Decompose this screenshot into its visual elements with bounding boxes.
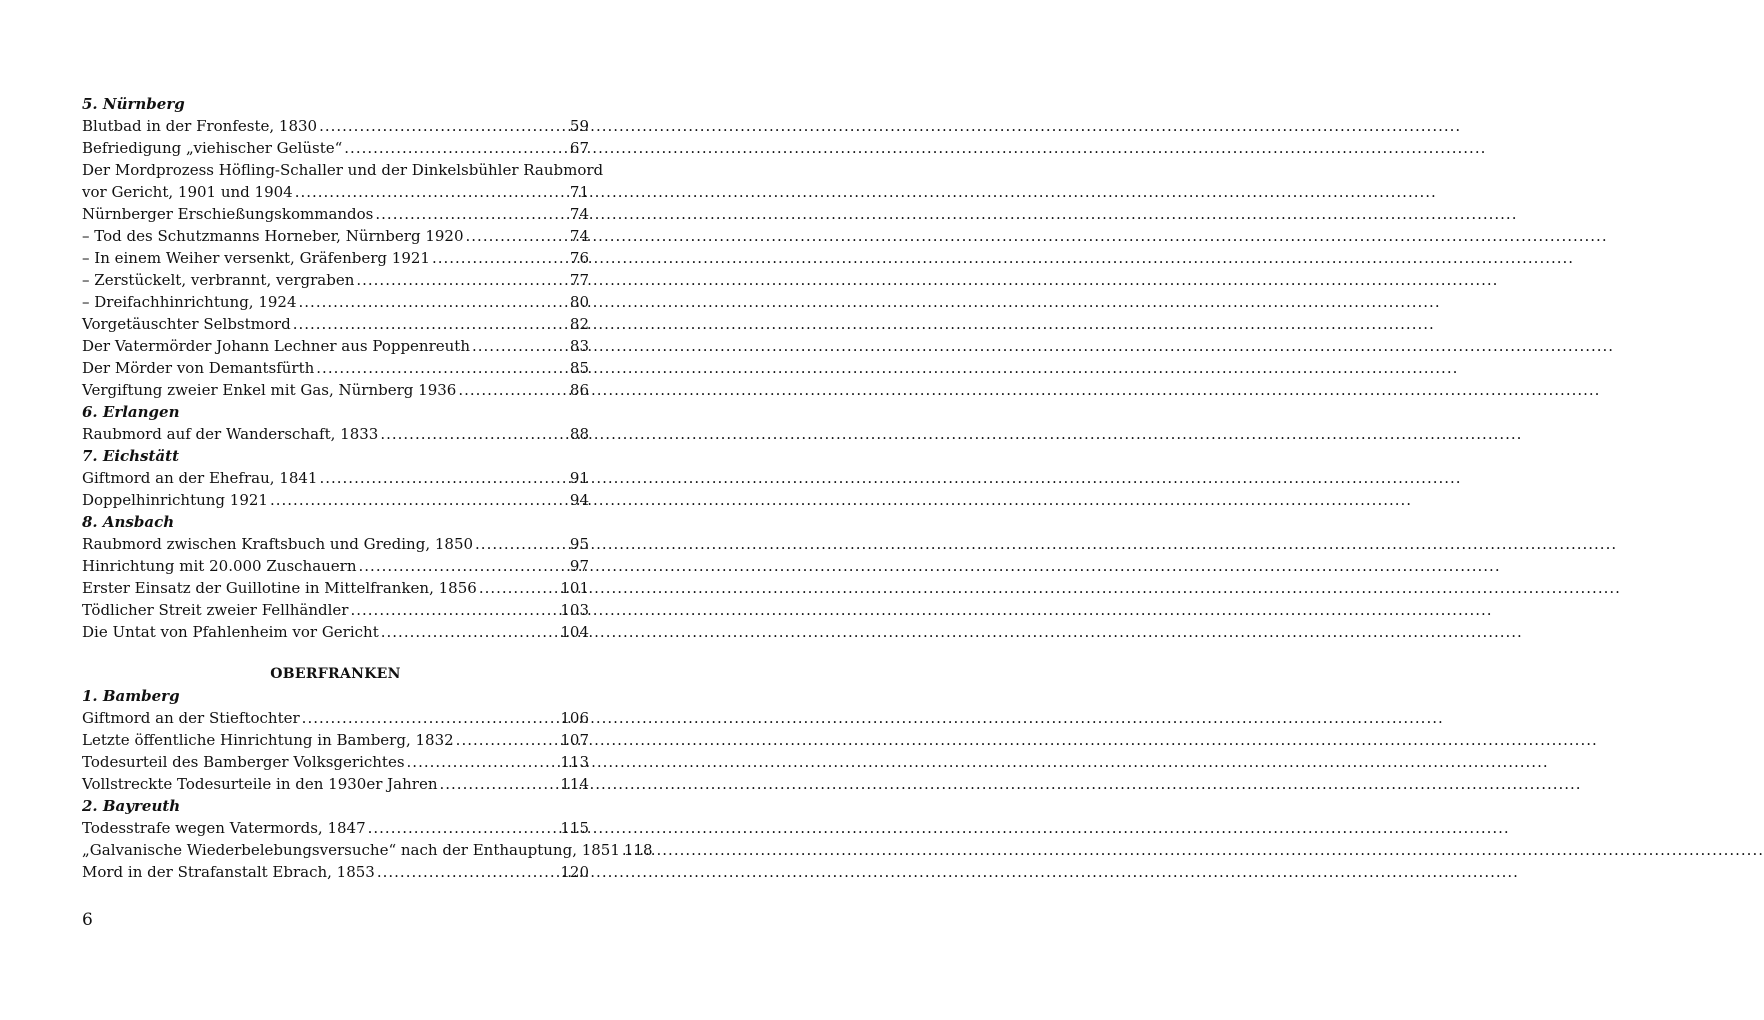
toc-entry xyxy=(82,599,589,621)
toc-entry xyxy=(82,773,589,795)
toc-entry-page: 113 xyxy=(560,753,589,771)
toc-entry-title: Mord in der Strafanstalt Ebrach, 1853 xyxy=(82,863,375,881)
toc-entry-page: 71 xyxy=(569,183,589,201)
toc-entry-title: Doppelhinrichtung 1921 xyxy=(82,491,268,509)
toc-entry xyxy=(82,489,589,511)
dot-leader xyxy=(464,225,570,247)
toc-entry xyxy=(82,533,589,555)
toc-entry xyxy=(82,203,589,225)
toc-entry-page: 104 xyxy=(560,623,589,641)
toc-entry-title: – Tod des Schutzmanns Horneber, Nürnberg 1920 xyxy=(82,227,464,245)
toc-entry xyxy=(82,423,589,445)
toc-entry-page: 74 xyxy=(569,205,589,223)
dot-leader xyxy=(454,729,561,751)
dot-leader xyxy=(317,115,570,137)
toc-entry xyxy=(82,817,589,839)
section-heading: 5. Nürnberg xyxy=(82,95,185,113)
page-number: 6 xyxy=(82,910,93,930)
section-heading: 1. Bamberg xyxy=(82,687,180,705)
toc-entry xyxy=(82,137,589,159)
toc-entry-page: 91 xyxy=(569,469,589,487)
table-of-contents xyxy=(82,93,653,883)
toc-entry-line: Der Mordprozess Höfling-Schaller und der Dinkelsbühler Raubmord xyxy=(82,161,604,179)
toc-entry xyxy=(82,577,589,599)
toc-entry-page: 76 xyxy=(569,249,589,267)
toc-entry-page: 101 xyxy=(560,579,589,597)
toc-entry-title: Todesurteil des Bamberger Volksgerichtes xyxy=(82,753,405,771)
dot-leader xyxy=(348,599,560,621)
dot-leader xyxy=(300,707,561,729)
dot-leader xyxy=(268,489,570,511)
dot-leader xyxy=(291,313,570,335)
dot-leader xyxy=(293,181,570,203)
toc-entry-page: 86 xyxy=(569,381,589,399)
toc-entry-page: 83 xyxy=(569,337,589,355)
toc-entry-title: Letzte öffentliche Hinrichtung in Bamberg, 1832 xyxy=(82,731,454,749)
section-heading: 2. Bayreuth xyxy=(82,797,181,815)
toc-entry-title: Vorgetäuschter Selbstmord xyxy=(82,315,291,333)
dot-leader xyxy=(317,467,569,489)
section-heading: 8. Ansbach xyxy=(82,513,175,531)
dot-leader xyxy=(366,817,561,839)
toc-part-oberfranken xyxy=(82,685,653,883)
toc-entry-title: Giftmord an der Stieftochter xyxy=(82,709,300,727)
toc-entry xyxy=(82,313,589,335)
toc-entry-page: 85 xyxy=(569,359,589,377)
toc-entry-title: „Galvanische Wiederbelebungsversuche“ nach der Enthauptung, 1851 xyxy=(82,841,620,859)
dot-leader xyxy=(373,203,570,225)
toc-entry xyxy=(82,379,589,401)
toc-entry xyxy=(82,225,589,247)
book-page xyxy=(0,0,671,1020)
toc-entry-page: 97 xyxy=(569,557,589,575)
toc-entry-title: – Dreifachhinrichtung, 1924 xyxy=(82,293,297,311)
toc-entry-page: 74 xyxy=(569,227,589,245)
dot-leader xyxy=(438,773,561,795)
toc-entry-page: 88 xyxy=(569,425,589,443)
toc-entry-page: 120 xyxy=(560,863,589,881)
toc-entry xyxy=(82,621,589,643)
toc-entry-title: – In einem Weiher versenkt, Gräfenberg 1921 xyxy=(82,249,430,267)
toc-entry-title: Befriedigung „viehischer Gelüste“ xyxy=(82,139,343,157)
toc-entry xyxy=(82,335,589,357)
toc-entry-title: Raubmord zwischen Kraftsbuch und Greding, 1850 xyxy=(82,535,474,553)
toc-entry-title: Giftmord an der Ehefrau, 1841 xyxy=(82,469,318,487)
section-heading: 7. Eichstätt xyxy=(82,447,180,465)
toc-entry xyxy=(82,555,589,577)
dot-leader xyxy=(477,577,561,599)
toc-entry-page: 67 xyxy=(569,139,589,157)
toc-entry-title: Raubmord auf der Wanderschaft, 1833 xyxy=(82,425,379,443)
toc-entry xyxy=(82,181,589,203)
toc-entry-title: – Zerstückelt, verbrannt, vergraben xyxy=(82,271,355,289)
toc-entry-page: 80 xyxy=(569,293,589,311)
toc-entry xyxy=(82,707,589,729)
toc-entry-title: Erster Einsatz der Guillotine in Mittelfranken, 1856 xyxy=(82,579,477,597)
toc-entry-title: Der Mörder von Demantsfürth xyxy=(82,359,315,377)
toc-entry-page: 94 xyxy=(569,491,589,509)
toc-entry-page: 114 xyxy=(560,775,589,793)
toc-entry-page: 107 xyxy=(560,731,589,749)
toc-entry-title: Todesstrafe wegen Vatermords, 1847 xyxy=(82,819,366,837)
section-heading: 6. Erlangen xyxy=(82,403,180,421)
dot-leader xyxy=(342,137,570,159)
toc-entry xyxy=(82,729,589,751)
toc-entry xyxy=(82,291,589,313)
toc-entry xyxy=(82,269,589,291)
toc-entry-title: Nürnberger Erschießungskommandos xyxy=(82,205,374,223)
dot-leader xyxy=(297,291,570,313)
toc-entry xyxy=(82,839,653,861)
toc-entry-title: Tödlicher Streit zweier Fellhändler xyxy=(82,601,349,619)
toc-part-mittelfranken xyxy=(82,93,604,643)
dot-leader xyxy=(430,247,570,269)
toc-entry xyxy=(82,861,589,883)
toc-entry-page: 77 xyxy=(569,271,589,289)
dot-leader xyxy=(405,751,561,773)
toc-entry-title: vor Gericht, 1901 und 1904 xyxy=(82,183,293,201)
toc-entry-title: Blutbad in der Fronfeste, 1830 xyxy=(82,117,318,135)
toc-entry-title: Der Vatermörder Johann Lechner aus Poppenreuth xyxy=(82,337,470,355)
dot-leader xyxy=(473,533,570,555)
dot-leader xyxy=(470,335,570,357)
toc-entry-page: 59 xyxy=(569,117,589,135)
toc-entry-page: 115 xyxy=(560,819,589,837)
toc-entry-page: 95 xyxy=(569,535,589,553)
dot-leader xyxy=(354,269,570,291)
toc-entry xyxy=(82,357,589,379)
toc-entry xyxy=(82,115,589,137)
dot-leader xyxy=(456,379,570,401)
toc-entry xyxy=(82,751,589,773)
dot-leader xyxy=(375,861,561,883)
toc-entry xyxy=(82,467,589,489)
toc-entry-title: Hinrichtung mit 20.000 Zuschauern xyxy=(82,557,357,575)
dot-leader xyxy=(314,357,570,379)
dot-leader xyxy=(357,555,570,577)
toc-entry-page: 82 xyxy=(569,315,589,333)
toc-entry-title: Die Untat von Pfahlenheim vor Gericht xyxy=(82,623,379,641)
dot-leader xyxy=(378,423,570,445)
toc-entry-page: 106 xyxy=(560,709,589,727)
toc-entry-page: 103 xyxy=(560,601,589,619)
region-heading: OBERFRANKEN xyxy=(270,666,401,682)
dot-leader xyxy=(379,621,561,643)
toc-entry xyxy=(82,247,589,269)
toc-entry-page: 118 xyxy=(623,841,653,859)
toc-entry-title: Vollstreckte Todesurteile in den 1930er Jahren xyxy=(82,775,438,793)
toc-entry-title: Vergiftung zweier Enkel mit Gas, Nürnberg 1936 xyxy=(82,381,457,399)
